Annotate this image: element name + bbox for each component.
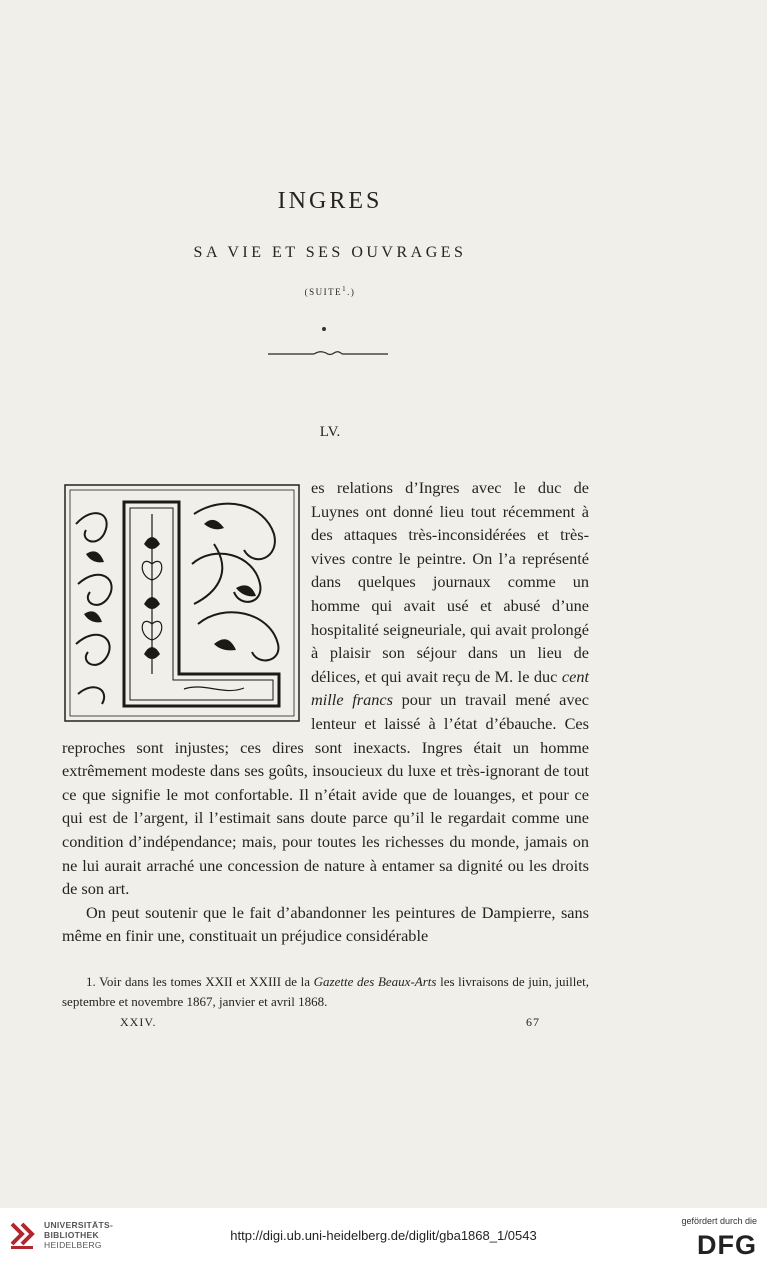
footnote	[62, 972, 589, 1012]
footnote-text-b: les livraisons de juin, juillet, septembre et novembre 1867, janvier et avril 1868.	[62, 974, 589, 1009]
footnote-number: 1.	[86, 974, 96, 989]
suite-label: (SUITE	[304, 287, 343, 297]
permalink-url[interactable]: http://digi.ub.uni-heidelberg.de/diglit/gba1868_1/0543	[230, 1228, 537, 1243]
paragraph-1-text-a: es relations d’Ingres avec le duc de Luynes ont donné lieu tout récemment à des attaques très-inconsidérées et très-vives contre le peintre. On l’a représenté dans quelques journaux comme un homme qui avait usé et abusé d’une hospitalité seigneuriale, qui avait prolongé à plaisir son séjour dans un lieu de délices, et qui avait reçu de M. le duc	[311, 478, 589, 686]
divider-ornament	[268, 347, 388, 361]
dropcap-space	[62, 476, 311, 729]
viewer-footer	[0, 1208, 767, 1263]
footnote-1	[62, 972, 589, 1012]
funding-label: gefördert durch die	[681, 1216, 757, 1226]
paragraph-1-italic: cent mille francs	[311, 666, 589, 710]
article-subtitle: SA VIE ET SES OUVRAGES	[193, 244, 467, 261]
dfg-logo[interactable]: DFG	[697, 1230, 757, 1260]
signature-mark: XXIV.	[120, 1015, 157, 1029]
section-number: LV.	[319, 424, 341, 440]
ornament-dot	[322, 327, 326, 331]
footnote-text-a: Voir dans les tomes XXII et XXIII de la	[95, 974, 314, 989]
page-mark	[120, 1015, 540, 1030]
article-title: INGRES	[277, 188, 383, 214]
page-number: 67	[526, 1015, 540, 1029]
library-line-1: UNIVERSITÄTS-	[44, 1220, 114, 1230]
suite-note	[0, 285, 660, 297]
suite-footnote-ref: 1	[342, 285, 348, 293]
footnote-italic: Gazette des Beaux-Arts	[313, 974, 437, 989]
article-body	[62, 476, 589, 948]
paragraph-1-text-b: pour un travail mené avec lenteur et laissé à l’état d’ébauche. Ces reproches sont injustes; ces dires sont inexacts. Ingres était un homme extrêmement modeste dans ses goûts, insoucieux du luxe et très-ignorant de tout ce que signifie le mot confortable. Il n’était avide que de louanges, et pour ce qui est de l’argent, il l’estimait sans doute parce qu’il le regardait comme une condition d’indépendance; mais, pour toutes les richesses du monde, jamais on ne lui aurait arraché une concession de nature à entamer sa dignité ou les droits de son art.	[62, 690, 590, 899]
paragraph-2: On peut soutenir que le fait d’abandonner les peintures de Dampierre, sans même en finir une, constituait un préjudice considérable	[62, 902, 589, 946]
library-line-3: HEIDELBERG	[44, 1240, 102, 1250]
library-line-2: BIBLIOTHEK	[44, 1230, 99, 1240]
suite-close: .)	[347, 287, 356, 297]
